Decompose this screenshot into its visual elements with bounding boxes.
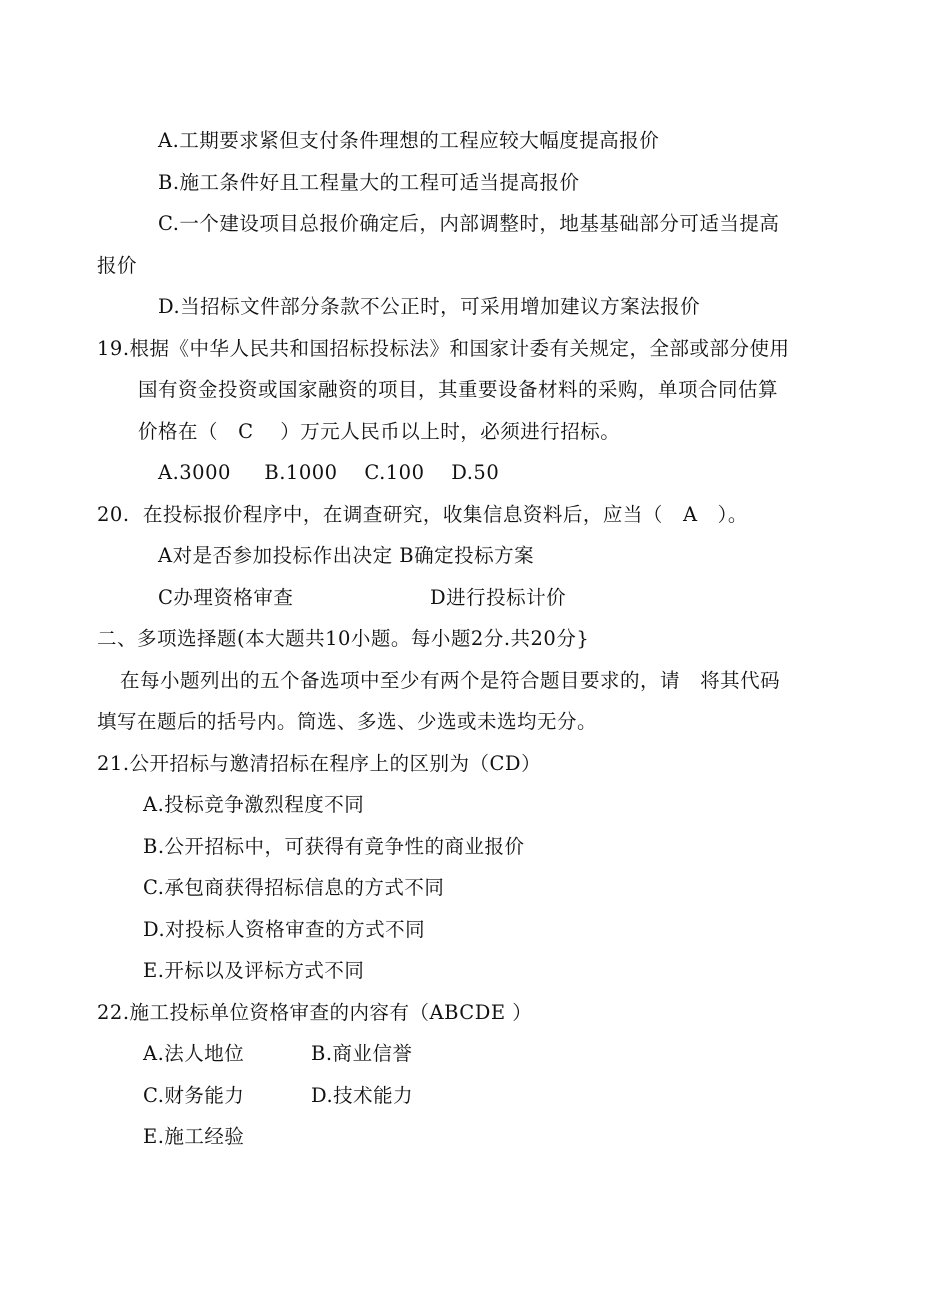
q20-option-d: D进行投标计价: [430, 586, 567, 609]
section2-instructions-line2: 填写在题后的括号内。筒选、多选、少选或未选均无分。: [97, 710, 598, 733]
q18-option-c-line2: 报价: [97, 254, 138, 277]
q19-stem-line2: 国有资金投资或国家融资的项目，其重要设备材料的采购，单项合同估算: [138, 378, 779, 401]
q20-stem: 20. 在投标报价程序中，在调查研究，收集信息资料后，应当（ A ）。: [97, 503, 748, 526]
q19-stem-line3: 价格在（ C ）万元人民币以上时，必须进行招标。: [138, 420, 621, 443]
q18-option-a: A.工期要求紧但支付条件理想的工程应较大幅度提高报价: [158, 129, 660, 152]
q19-options: A.3000 B.1000 C.100 D.50: [158, 461, 500, 484]
q21-option-b: B.公开招标中，可获得有竟争性的商业报价: [143, 835, 525, 858]
q22-option-d: D.技术能力: [311, 1084, 414, 1107]
q20-option-c: C办理资格审查: [158, 586, 294, 609]
q20-options-ab: A对是否参加投标作出决定 B确定投标方案: [158, 544, 535, 567]
section2-instructions-line1: 在每小题列出的五个备选项中至少有两个是符合题目要求的，请 将其代码: [120, 669, 781, 692]
q21-option-a: A.投标竞争激烈程度不同: [143, 793, 365, 816]
q19-stem-line1: 19.根据《中华人民共和国招标投标法》和国家计委有关规定，全部或部分使用: [97, 337, 790, 360]
q22-option-c: C.财务能力: [143, 1084, 245, 1107]
q22-option-a: A.法人地位: [143, 1042, 245, 1065]
q21-option-e: E.开标以及评标方式不同: [143, 959, 365, 982]
q21-option-c: C.承包商获得招标信息的方式不同: [143, 876, 445, 899]
q22-option-e: E.施工经验: [143, 1125, 245, 1148]
q18-option-d: D.当招标文件部分条款不公正时，可采用增加建议方案法报价: [158, 295, 701, 318]
q22-stem: 22.施工投标单位资格审查的内容有（ABCDE ）: [97, 1001, 533, 1024]
section2-title: 二、多项选择题(本大题共10小题。每小题2分.共20分}: [97, 627, 590, 650]
q22-option-b: B.商业信誉: [311, 1042, 413, 1065]
q21-stem: 21.公开招标与邀清招标在程序上的区别为（CD）: [97, 752, 542, 775]
q21-option-d: D.对投标人资格审查的方式不同: [143, 918, 426, 941]
q18-option-b: B.施工条件好且工程量大的工程可适当提高报价: [158, 171, 580, 194]
q18-option-c-line1: C.一个建设项目总报价确定后，内部调整时，地基基础部分可适当提高: [158, 212, 780, 235]
